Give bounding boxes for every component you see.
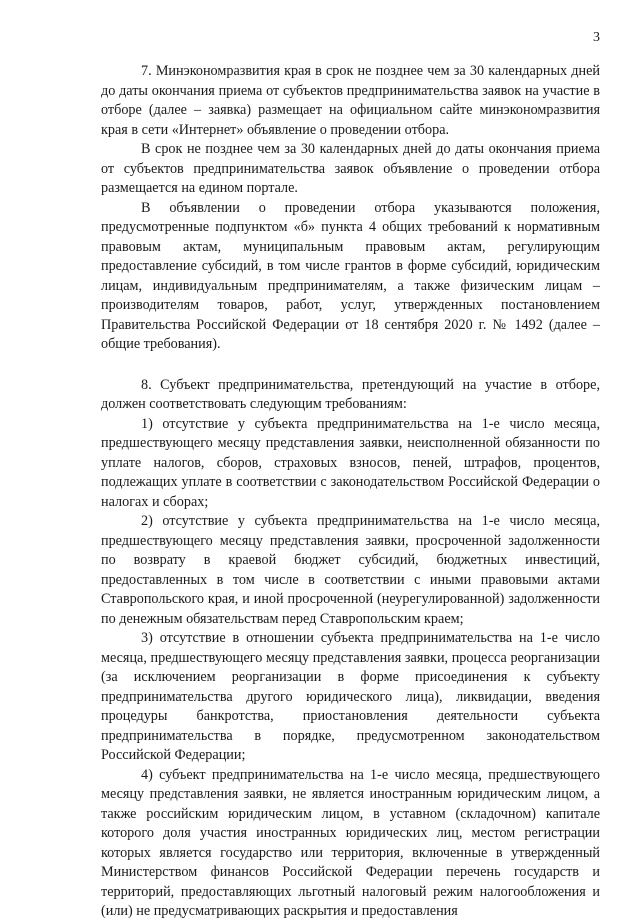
page-number: 3 (593, 30, 600, 45)
paragraph-8-requirements: 8. Субъект предпринимательства, претендующий на участие в отборе, должен соответствовать следующим требованиям: (101, 376, 600, 412)
paragraph-portal-deadline: В срок не позднее чем за 30 календарных дней до даты окончания приема от субъектов предпринимательства заявок объявление о проведении отбора размещается на едином портале. (101, 141, 600, 196)
requirement-item-2: 2) отсутствие у субъекта предпринимательства на 1-е число месяца, предшествующего месяцу представления заявки, просроченной задолженности по возврату в краевой бюджет субсидий, бюджетных инвестиций, предоставленных в том числе в соответствии с иными правовыми актами Ставропольского края, и иной просроченной (неурегулированной) задолженности по денежным обязательствам перед Ставропольским краем; (101, 513, 600, 627)
paragraph-7-announcement: 7. Минэкономразвития края в срок не позднее чем за 30 календарных дней до даты окончания приема от субъектов предпринимательства заявок на участие в отборе (далее – заявка) размещает на официальном сайте минэкономразвития края в сети «Интернет» объявление о проведении отбора. (101, 63, 600, 138)
requirement-item-4: 4) субъект предпринимательства на 1-е число месяца, предшествующего месяцу представления заявки, не является иностранным юридическим лицом, а также российским юридическим лицом, в уставном (складочном) капитале которого доля участия иностранных юридических лиц, местом регистрации которых является государство или территория, включенные в утвержденный Министерством финансов Российской Федерации перечень государств и территорий, предоставляющих льготный налоговый режим налогообложения и (или) не предусматривающих раскрытия и предоставления (101, 766, 600, 919)
requirement-item-3: 3) отсутствие в отношении субъекта предпринимательства на 1-е число месяца, предшествующего месяцу представления заявки, процесса реорганизации (за исключением реорганизации в форме присоединения к субъекту предпринимательства другого юридического лица), ликвидации, введения процедуры банкротства, приостановления деятельности субъекта предпринимательства в порядке, предусмотренном законодательством Российской Федерации; (101, 630, 600, 763)
paragraph-announcement-contents: В объявлении о проведении отбора указываются положения, предусмотренные подпунктом «б» пункта 4 общих требований к нормативным правовым актам, муниципальным правовым актам, регулирующим предоставление субсидий, в том числе грантов в форме субсидий, юридическим лицам, индивидуальным предпринимателям, а также физическим лицам – производителям товаров, работ, услуг, утвержденных постановлением Правительства Российской Федерации от 18 сентября 2020 г. № 1492 (далее – общие требования). (101, 199, 600, 352)
requirement-item-1: 1) отсутствие у субъекта предпринимательства на 1-е число месяца, предшествующего месяцу представления заявки, неисполненной обязанности по уплате налогов, сборов, страховых взносов, пеней, штрафов, процентов, подлежащих уплате в соответствии с законодательством Российской Федерации о налогах и сборах; (101, 415, 600, 510)
document-body (101, 62, 600, 922)
